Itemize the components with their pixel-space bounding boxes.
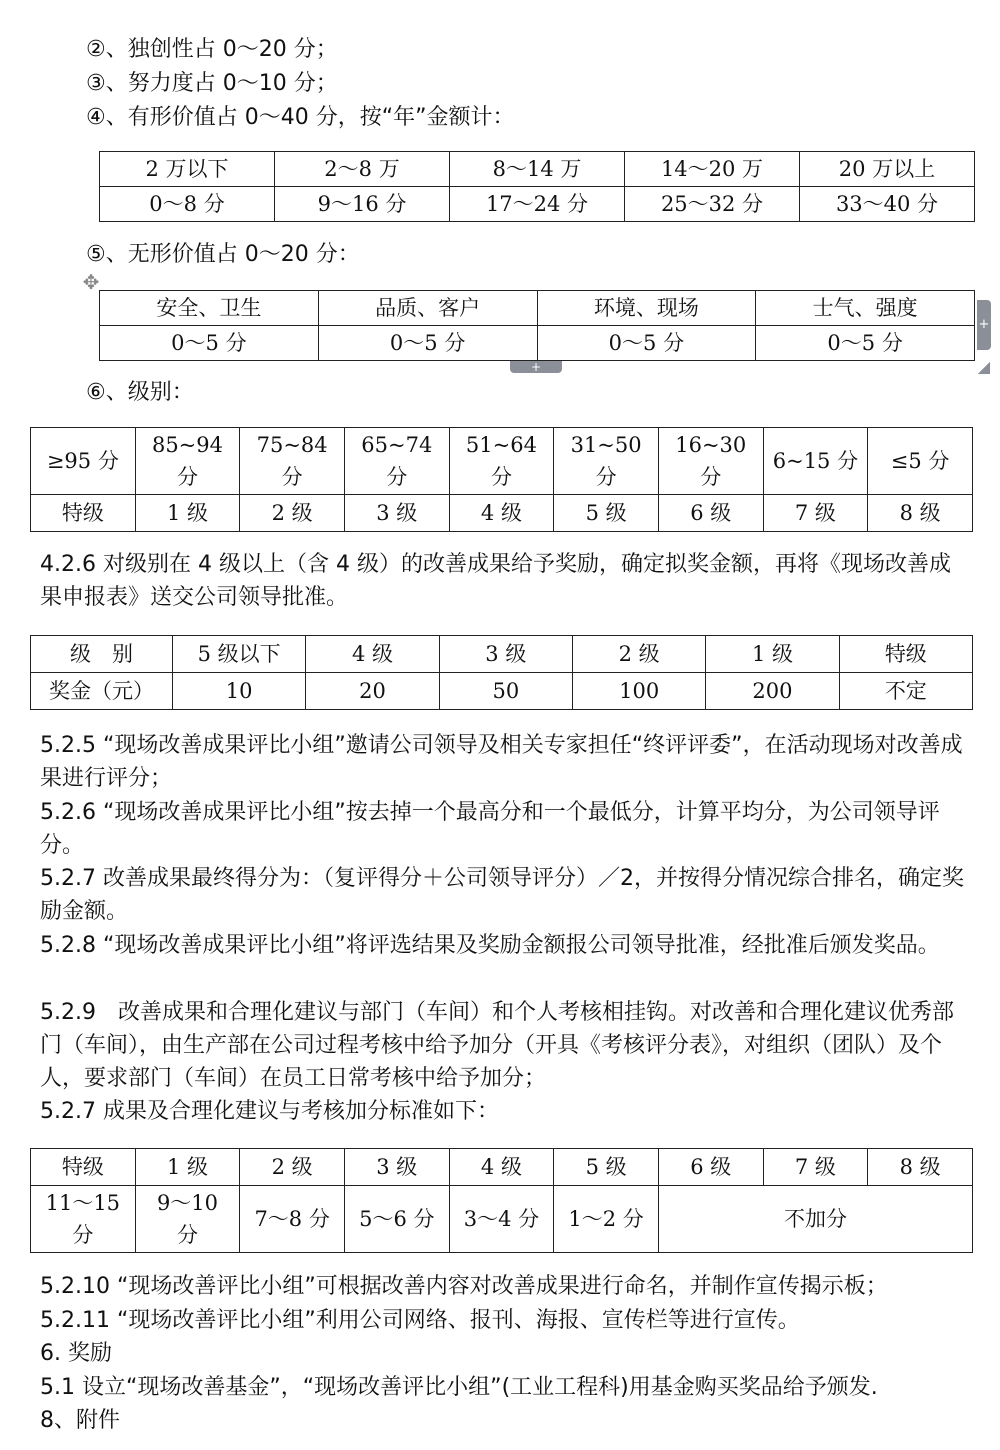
table-cell: 5 级以下 (173, 636, 306, 673)
reward-table (30, 635, 973, 710)
add-row-handle-icon[interactable]: + (510, 361, 562, 373)
table-cell: 0～8 分 (100, 187, 275, 222)
table-cell: 1 级 (135, 1149, 240, 1186)
table-cell: 100 (572, 673, 705, 710)
table-cell: 8 级 (868, 1149, 973, 1186)
table-cell: 5～6 分 (344, 1186, 449, 1253)
table-cell: 6 级 (658, 1149, 763, 1186)
paragraph-5-2-8: 5.2.8 “现场改善成果评比小组”将评选结果及奖励金额报公司领导批准，经批准后颁发奖品。 (40, 933, 940, 958)
table-cell: 0～5 分 (318, 326, 537, 361)
table-cell: 3 级 (439, 636, 572, 673)
table-cell: 2 级 (240, 495, 345, 532)
table-cell: 特级 (839, 636, 972, 673)
tangible-value-table (99, 151, 975, 222)
table-cell: 4 级 (449, 495, 554, 532)
table-cell: 特级 (31, 1149, 136, 1186)
table-cell: 不定 (839, 673, 972, 710)
table-cell: 16~30 分 (658, 428, 763, 495)
table-cell: 安全、卫生 (100, 291, 319, 326)
table-cell: 9～16 分 (275, 187, 450, 222)
table-resize-handle-icon[interactable] (978, 362, 990, 374)
table-cell: 奖金（元） (31, 673, 173, 710)
item-4-tangible-value: ④、有形价值占 0～40 分，按“年”金额计： (86, 105, 515, 130)
table-cell: 31~50 分 (554, 428, 659, 495)
table-cell: 1～2 分 (554, 1186, 659, 1253)
table-cell: 士气、强度 (756, 291, 975, 326)
bonus-points-table (30, 1148, 973, 1253)
table-cell: 7 级 (763, 495, 868, 532)
table-cell: ≥95 分 (31, 428, 136, 495)
table-cell: 4 级 (306, 636, 439, 673)
section-8-heading: 8、附件 (40, 1408, 120, 1433)
paragraph-5-1: 5.1 设立“现场改善基金”，“现场改善评比小组”(工业工程科)用基金购买奖品给予颁发. (40, 1375, 878, 1400)
table-cell: 级 别 (31, 636, 173, 673)
table-cell: 14～20 万 (625, 152, 800, 187)
table-cell: 75~84 分 (240, 428, 345, 495)
table-cell: 33～40 分 (800, 187, 975, 222)
table-cell: 1 级 (706, 636, 839, 673)
table-cell-merged: 不加分 (658, 1186, 972, 1253)
table-cell: 20 (306, 673, 439, 710)
table-cell: 17～24 分 (450, 187, 625, 222)
table-cell: 3 级 (344, 1149, 449, 1186)
item-6-grade: ⑥、级别： (86, 380, 194, 405)
table-cell: ≤5 分 (868, 428, 973, 495)
table-move-handle-icon[interactable]: ✥ (82, 270, 100, 294)
paragraph-4-2-6: 4.2.6 对级别在 4 级以上（含 4 级）的改善成果给予奖励，确定拟奖金额，再将《现场改善成果申报表》送交公司领导批准。 (40, 552, 951, 610)
paragraph-5-2-9: 5.2.9 改善成果和合理化建议与部门（车间）和个人考核相挂钩。对改善和合理化建议优秀部门（车间），由生产部在公司过程考核中给予加分（开具《考核评分表》，对组织（团队）及个人，要求部门（车间）在员工日常考核中给予加分； (40, 1000, 954, 1091)
intangible-value-table (99, 290, 975, 361)
table-cell: 3～4 分 (449, 1186, 554, 1253)
table-cell: 6 级 (658, 495, 763, 532)
paragraph-5-2-11: 5.2.11 “现场改善评比小组”利用公司网络、报刊、海报、宣传栏等进行宣传。 (40, 1308, 800, 1333)
paragraph-5-2-10: 5.2.10 “现场改善评比小组”可根据改善内容对改善成果进行命名，并制作宣传揭示板； (40, 1274, 888, 1299)
grade-table (30, 427, 973, 532)
table-cell: 20 万以上 (800, 152, 975, 187)
paragraph-5-2-7-standard: 5.2.7 成果及合理化建议与考核加分标准如下： (40, 1099, 499, 1124)
table-cell: 200 (706, 673, 839, 710)
paragraph-5-2-7-score: 5.2.7 改善成果最终得分为：（复评得分＋公司领导评分）／2，并按得分情况综合排名，确定奖励金额。 (40, 866, 964, 924)
table-cell: 25～32 分 (625, 187, 800, 222)
table-cell: 11～15 分 (31, 1186, 136, 1253)
table-cell: 2 级 (572, 636, 705, 673)
table-cell: 0～5 分 (100, 326, 319, 361)
table-cell: 2 万以下 (100, 152, 275, 187)
item-2-originality: ②、独创性占 0～20 分； (86, 37, 338, 62)
table-cell: 0～5 分 (756, 326, 975, 361)
add-column-handle-icon[interactable]: + (977, 300, 991, 350)
table-cell: 6~15 分 (763, 428, 868, 495)
table-cell: 8～14 万 (450, 152, 625, 187)
table-cell: 3 级 (344, 495, 449, 532)
paragraph-5-2-5: 5.2.5 “现场改善成果评比小组”邀请公司领导及相关专家担任“终评评委”，在活动现场对改善成果进行评分； (40, 733, 963, 791)
table-cell: 50 (439, 673, 572, 710)
table-cell: 65~74 分 (344, 428, 449, 495)
table-cell: 5 级 (554, 1149, 659, 1186)
table-cell: 85~94 分 (135, 428, 240, 495)
table-cell: 7 级 (763, 1149, 868, 1186)
table-cell: 10 (173, 673, 306, 710)
table-cell: 51~64 分 (449, 428, 554, 495)
table-cell: 2 级 (240, 1149, 345, 1186)
table-cell: 5 级 (554, 495, 659, 532)
table-cell: 1 级 (135, 495, 240, 532)
table-cell: 品质、客户 (318, 291, 537, 326)
table-cell: 环境、现场 (537, 291, 756, 326)
table-cell: 7～8 分 (240, 1186, 345, 1253)
table-cell: 4 级 (449, 1149, 554, 1186)
section-6-heading: 6. 奖励 (40, 1341, 112, 1366)
table-cell: 8 级 (868, 495, 973, 532)
paragraph-5-2-6: 5.2.6 “现场改善成果评比小组”按去掉一个最高分和一个最低分，计算平均分，为公司领导评分。 (40, 800, 940, 858)
item-5-intangible-value: ⑤、无形价值占 0～20 分： (86, 242, 360, 267)
table-cell: 2～8 万 (275, 152, 450, 187)
table-cell: 特级 (31, 495, 136, 532)
item-3-effort: ③、努力度占 0～10 分； (86, 71, 338, 96)
table-cell: 0～5 分 (537, 326, 756, 361)
table-cell: 9～10 分 (135, 1186, 240, 1253)
